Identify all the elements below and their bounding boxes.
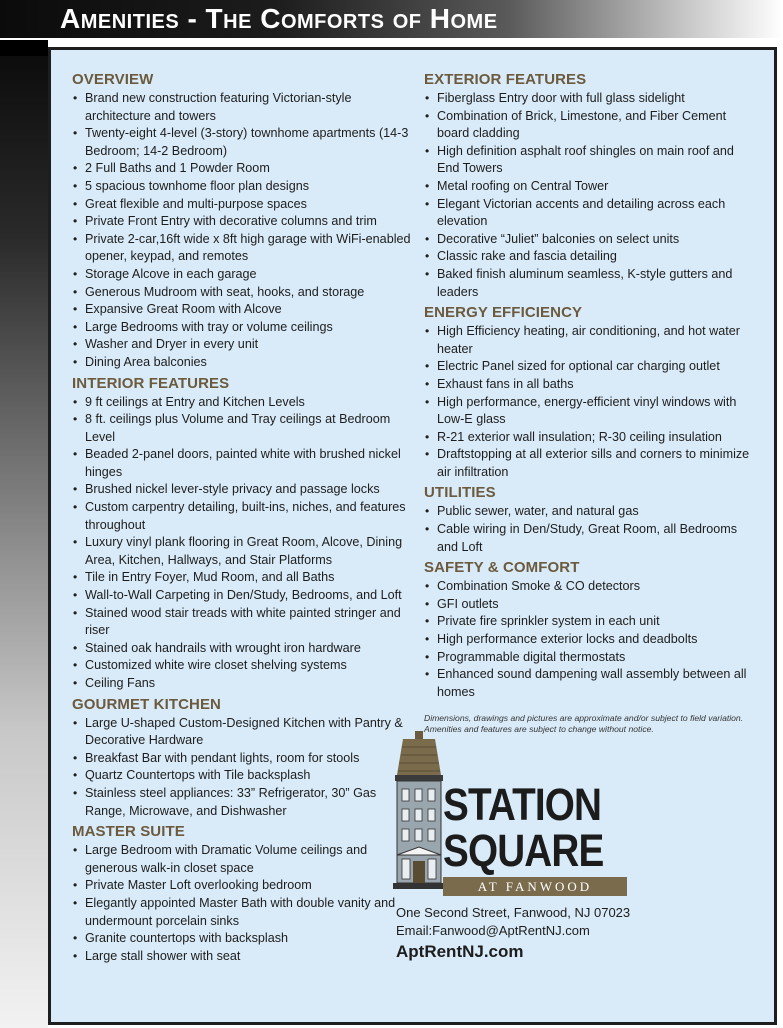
section-master-suite — [72, 822, 412, 965]
logo-text-square: SQUARE — [443, 825, 604, 876]
list-item: • Wall-to-Wall Carpeting in Den/Study, Bedrooms, and Loft — [72, 587, 412, 605]
website-link[interactable]: AptRentNJ.com — [396, 942, 524, 961]
page-title: Amenities - The Comforts of Home — [60, 3, 498, 34]
list-item: • 5 spacious townhome floor plan designs — [72, 178, 412, 196]
list-item: • Great flexible and multi-purpose spaces — [72, 196, 412, 214]
section-heading: EXTERIOR FEATURES — [424, 71, 587, 88]
list-item: • GFI outlets — [424, 596, 759, 614]
section-safety-comfort — [424, 558, 759, 701]
list-item: • Elegant Victorian accents and detailing across each elevation — [424, 196, 759, 231]
right-column — [424, 70, 759, 735]
list-item: • Large stall shower with seat — [72, 948, 412, 966]
section-heading: SAFETY & COMFORT — [424, 559, 580, 577]
list-item: • Combination of Brick, Limestone, and Fiber Cement board cladding — [424, 108, 759, 143]
list-item: • High performance exterior locks and deadbolts — [424, 631, 759, 649]
list-item: • Electric Panel sized for optional car charging outlet — [424, 358, 759, 376]
list-item: • Private fire sprinkler system in each unit — [424, 613, 759, 631]
list-item: • Classic rake and fascia detailing — [424, 248, 759, 266]
list-item: • Combination Smoke & CO detectors — [424, 578, 759, 596]
list-item: • Stained wood stair treads with white painted stringer and riser — [72, 605, 412, 640]
list-item: • Draftstopping at all exterior sills and corners to minimize air infiltration — [424, 446, 759, 481]
left-bar-cap — [0, 40, 48, 56]
feature-list — [72, 394, 412, 693]
list-item: • Expansive Great Room with Alcove — [72, 301, 412, 319]
list-item: • 9 ft ceilings at Entry and Kitchen Levels — [72, 394, 412, 412]
disclaimer-text: Dimensions, drawings and pictures are approximate and/or subject to field variation. Amenities and features are subject to change without notice. — [424, 713, 744, 735]
list-item: • Quartz Countertops with Tile backsplash — [72, 767, 412, 785]
section-overview — [72, 70, 412, 372]
list-item: • Enhanced sound dampening wall assembly between all homes — [424, 666, 759, 701]
list-item: • High performance, energy-efficient vinyl windows with Low-E glass — [424, 394, 759, 429]
list-item: • Twenty-eight 4-level (3-story) townhome apartments (14-3 Bedroom; 14-2 Bedroom) — [72, 125, 412, 160]
feature-list — [424, 503, 759, 556]
station-square-logo — [393, 731, 633, 899]
list-item: • Fiberglass Entry door with full glass sidelight — [424, 90, 759, 108]
list-item: • High Efficiency heating, air conditioning, and hot water heater — [424, 323, 759, 358]
list-item: • Private Front Entry with decorative columns and trim — [72, 213, 412, 231]
list-item: • Washer and Dryer in every unit — [72, 336, 412, 354]
list-item: • Baked finish aluminum seamless, K-style gutters and leaders — [424, 266, 759, 301]
feature-list — [72, 90, 412, 372]
section-exterior-features — [424, 70, 759, 301]
contact-block — [396, 904, 716, 963]
logo-tagline: AT FANWOOD — [443, 877, 627, 896]
section-heading: MASTER SUITE — [72, 823, 185, 841]
list-item: • Large U-shaped Custom-Designed Kitchen with Pantry & Decorative Hardware — [72, 715, 412, 750]
list-item: • Elegantly appointed Master Bath with double vanity and undermount porcelain sinks — [72, 895, 412, 930]
feature-list — [424, 323, 759, 481]
section-interior-features — [72, 374, 412, 693]
email-link[interactable]: Email:Fanwood@AptRentNJ.com — [396, 923, 590, 938]
list-item: • Cable wiring in Den/Study, Great Room, all Bedrooms and Loft — [424, 521, 759, 556]
list-item: • High definition asphalt roof shingles on main roof and End Towers — [424, 143, 759, 178]
feature-list — [424, 578, 759, 701]
list-item: • Dining Area balconies — [72, 354, 412, 372]
list-item: • Private Master Loft overlooking bedroom — [72, 877, 412, 895]
section-heading: INTERIOR FEATURES — [72, 374, 230, 392]
list-item: • Granite countertops with backsplash — [72, 930, 412, 948]
section-heading: OVERVIEW — [72, 71, 154, 88]
list-item: • Custom carpentry detailing, built-ins, niches, and features throughout — [72, 499, 412, 534]
section-utilities — [424, 483, 759, 556]
left-gradient-bar — [0, 40, 48, 1028]
list-item: • Large Bedroom with Dramatic Volume ceilings and generous walk-in closet space — [72, 842, 412, 877]
list-item: • Public sewer, water, and natural gas — [424, 503, 759, 521]
list-item: • Stained oak handrails with wrought iron hardware — [72, 640, 412, 658]
header-banner — [0, 0, 783, 38]
list-item: • R-21 exterior wall insulation; R-30 ceiling insulation — [424, 429, 759, 447]
list-item: • Decorative “Juliet” balconies on select units — [424, 231, 759, 249]
list-item: • Programmable digital thermostats — [424, 649, 759, 667]
list-item: • Metal roofing on Central Tower — [424, 178, 759, 196]
list-item: • Stainless steel appliances: 33” Refrigerator, 30” Gas Range, Microwave, and Dishwasher — [72, 785, 412, 820]
address-text: One Second Street, Fanwood, NJ 07023 — [396, 905, 631, 920]
left-column — [72, 70, 412, 965]
list-item: • Large Bedrooms with tray or volume ceilings — [72, 319, 412, 337]
section-heading: GOURMET KITCHEN — [72, 695, 221, 713]
list-item: • Customized white wire closet shelving systems — [72, 657, 412, 675]
list-item: • Luxury vinyl plank flooring in Great Room, Alcove, Dining Area, Kitchen, Hallways, and Stair Platforms — [72, 534, 412, 569]
feature-list — [72, 842, 412, 965]
section-heading: UTILITIES — [424, 484, 496, 502]
logo-text-station: STATION — [443, 779, 602, 830]
feature-list — [72, 715, 412, 821]
list-item: • Private 2-car,16ft wide x 8ft high garage with WiFi-enabled opener, keypad, and remotes — [72, 231, 412, 266]
list-item: • Generous Mudroom with seat, hooks, and storage — [72, 284, 412, 302]
list-item: • 8 ft. ceilings plus Volume and Tray ceilings at Bedroom Level — [72, 411, 412, 446]
list-item: • 2 Full Baths and 1 Powder Room — [72, 160, 412, 178]
list-item: • Beaded 2-panel doors, painted white with brushed nickel hinges — [72, 446, 412, 481]
feature-list — [424, 90, 759, 301]
list-item: • Tile in Entry Foyer, Mud Room, and all Baths — [72, 569, 412, 587]
list-item: • Brand new construction featuring Victorian-style architecture and towers — [72, 90, 412, 125]
section-energy-efficiency — [424, 303, 759, 481]
list-item: • Ceiling Fans — [72, 675, 412, 693]
list-item: • Breakfast Bar with pendant lights, room for stools — [72, 750, 412, 768]
list-item: • Exhaust fans in all baths — [424, 376, 759, 394]
list-item: • Storage Alcove in each garage — [72, 266, 412, 284]
section-heading: ENERGY EFFICIENCY — [424, 304, 583, 322]
list-item: • Brushed nickel lever-style privacy and passage locks — [72, 481, 412, 499]
section-gourmet-kitchen — [72, 695, 412, 821]
victorian-tower-icon — [393, 731, 445, 897]
